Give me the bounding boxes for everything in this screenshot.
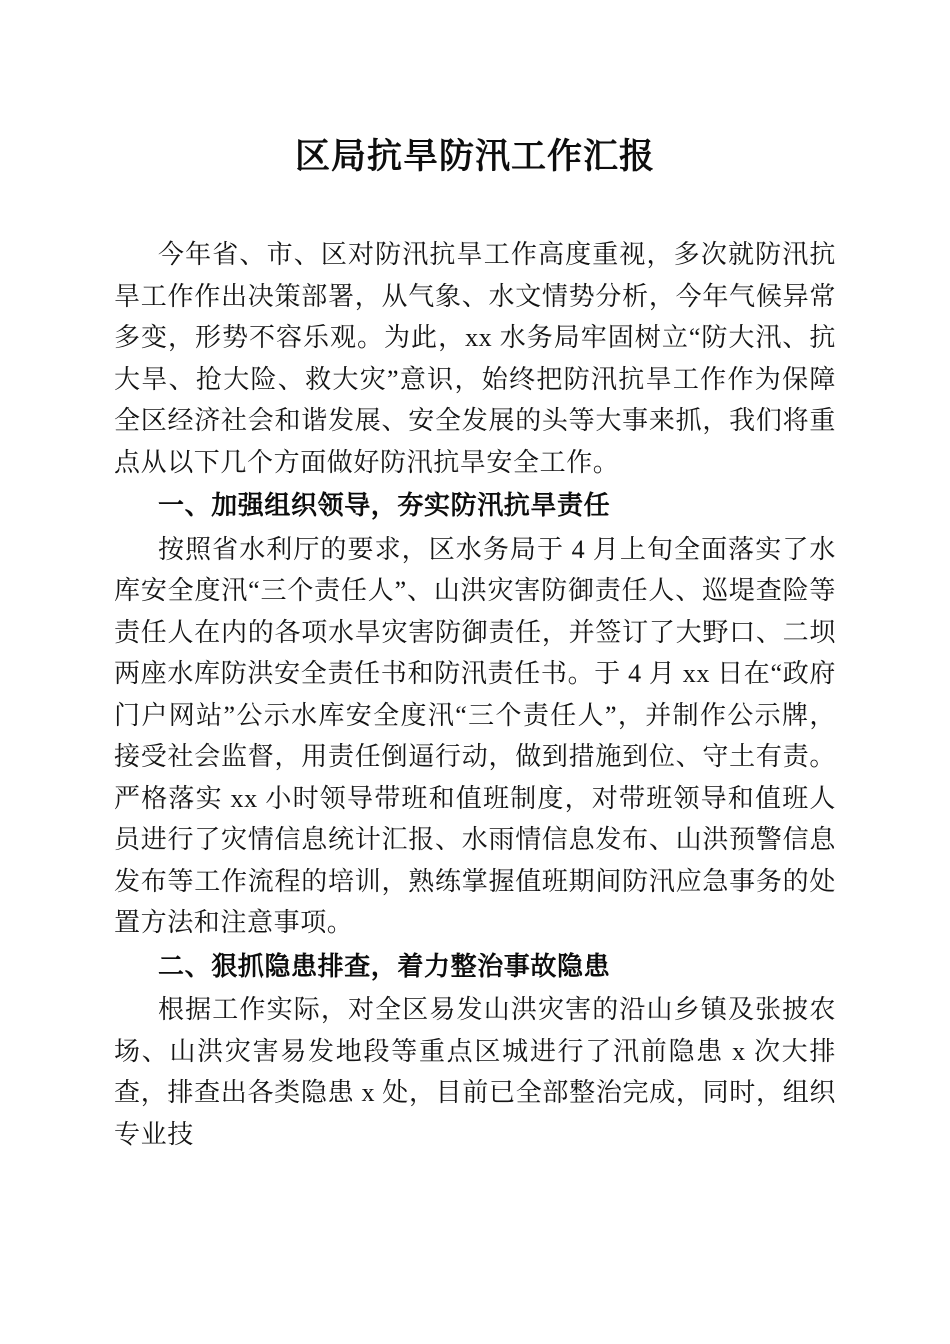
body-paragraph: 按照省水利厅的要求，区水务局于 4 月上旬全面落实了水库安全度汛“三个责任人”、山洪灾害防御责任人、巡堤查险等责任人在内的各项水旱灾害防御责任，并签订了大野口、二坝两座水库防洪安全责任书和防汛责任书。于 4 月 xx 日在“政府门户网站”公示水库安全度汛“三个责任人”，并制作公示牌，接受社会监督，用责任倒逼行动，做到措施到位、守土有责。严格落实 xx 小时领导带班和值班制度，对带班领导和值班人员进行了灾情信息统计汇报、水雨情信息发布、山洪预警信息发布等工作流程的培训，熟练掌握值班期间防汛应急事务的处置方法和注意事项。	[114, 534, 836, 937]
document-body	[114, 234, 836, 1155]
body-paragraph: 今年省、市、区对防汛抗旱工作高度重视，多次就防汛抗旱工作作出决策部署，从气象、水文情势分析，今年气候异常多变，形势不容乐观。为此，xx 水务局牢固树立“防大汛、抗大旱、抢大险、救大灾”意识，始终把防汛抗旱工作作为保障全区经济社会和谐发展、安全发展的头等大事来抓，我们将重点从以下几个方面做好防汛抗旱安全工作。	[114, 240, 836, 477]
section-heading: 一、加强组织领导，夯实防汛抗旱责任	[158, 490, 611, 520]
page-title: 区局抗旱防汛工作汇报	[294, 137, 655, 176]
document-content	[114, 0, 836, 1155]
body-paragraph: 根据工作实际，对全区易发山洪灾害的沿山乡镇及张披农场、山洪灾害易发地段等重点区城进行了汛前隐患 x 次大排查，排查出各类隐患 x 处，目前已全部整治完成，同时，组织专业技	[114, 995, 836, 1149]
section-heading: 二、狠抓隐患排查，着力整治事故隐患	[158, 950, 611, 981]
